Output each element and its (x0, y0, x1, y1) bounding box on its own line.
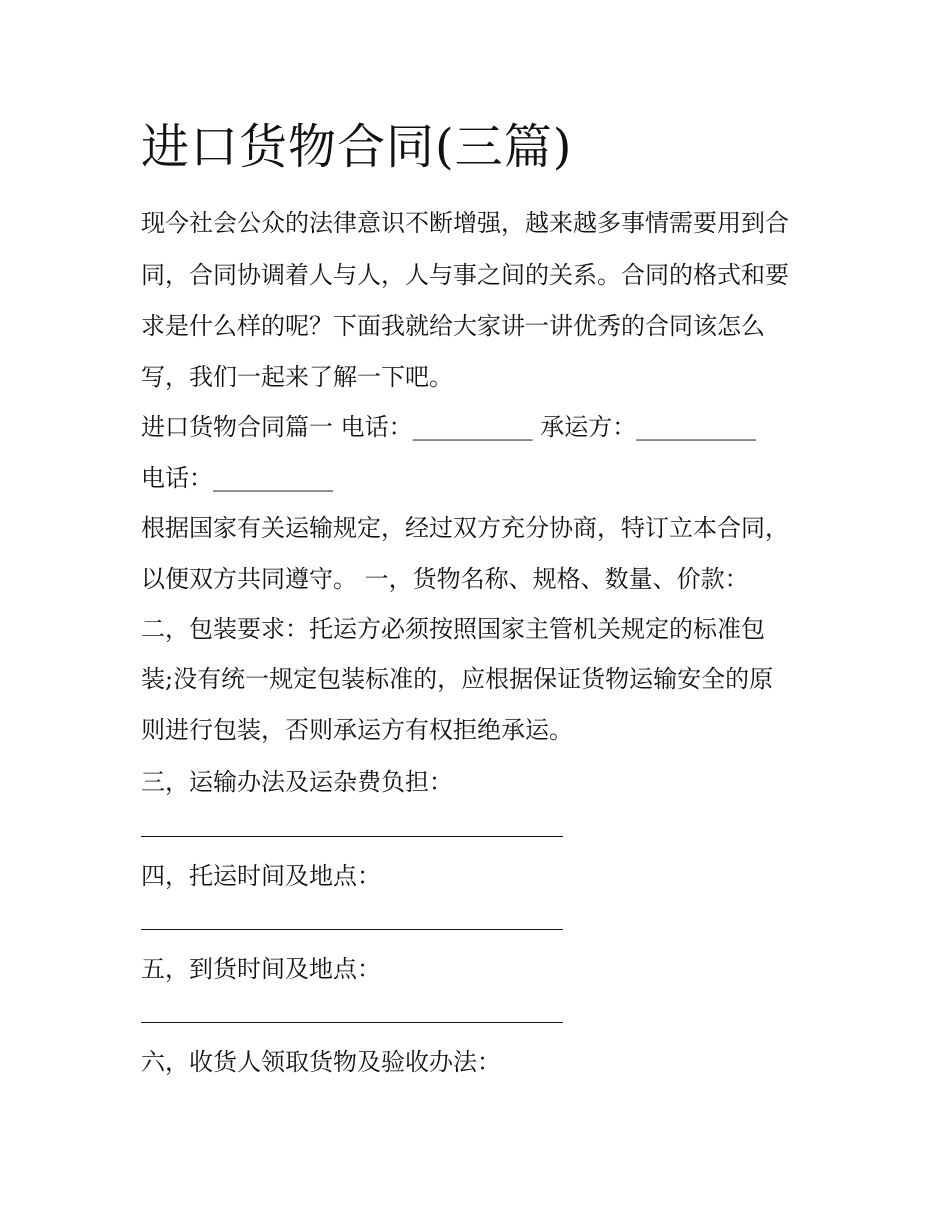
body-line: 同，合同协调着人与人，人与事之间的关系。合同的格式和要 (141, 261, 789, 289)
body-line: 以便双方共同遵守。 一，货物名称、规格、数量、价款： (141, 565, 749, 593)
body-line: 五，到货时间及地点： (141, 955, 381, 983)
body-line: 则进行包装，否则承运方有权拒绝承运。 (141, 716, 573, 744)
blank-line (141, 1022, 563, 1023)
body-line: 求是什么样的呢？下面我就给大家讲一讲优秀的合同该怎么 (141, 312, 765, 340)
body-line: 六，收货人领取货物及验收办法： (141, 1048, 501, 1076)
body-line: 现今社会公众的法律意识不断增强，越来越多事情需要用到合 (141, 209, 789, 237)
body-line: 三，运输办法及运杂费负担： (141, 768, 453, 796)
body-line: 装;没有统一规定包装标准的，应根据保证货物运输安全的原 (141, 665, 774, 693)
body-line: 根据国家有关运输规定，经过双方充分协商，特订立本合同， (141, 514, 789, 542)
body-line: 进口货物合同篇一 电话：__________ 承运方：__________ (141, 413, 757, 441)
blank-line (141, 836, 563, 837)
body-line: 四，托运时间及地点： (141, 862, 381, 890)
blank-line (141, 929, 563, 930)
body-line: 写，我们一起来了解一下吧。 (141, 363, 453, 391)
document-title: 进口货物合同(三篇) (141, 119, 573, 175)
body-line: 电话：__________ (141, 464, 333, 492)
body-line: 二，包装要求：托运方必须按照国家主管机关规定的标准包 (141, 615, 765, 643)
